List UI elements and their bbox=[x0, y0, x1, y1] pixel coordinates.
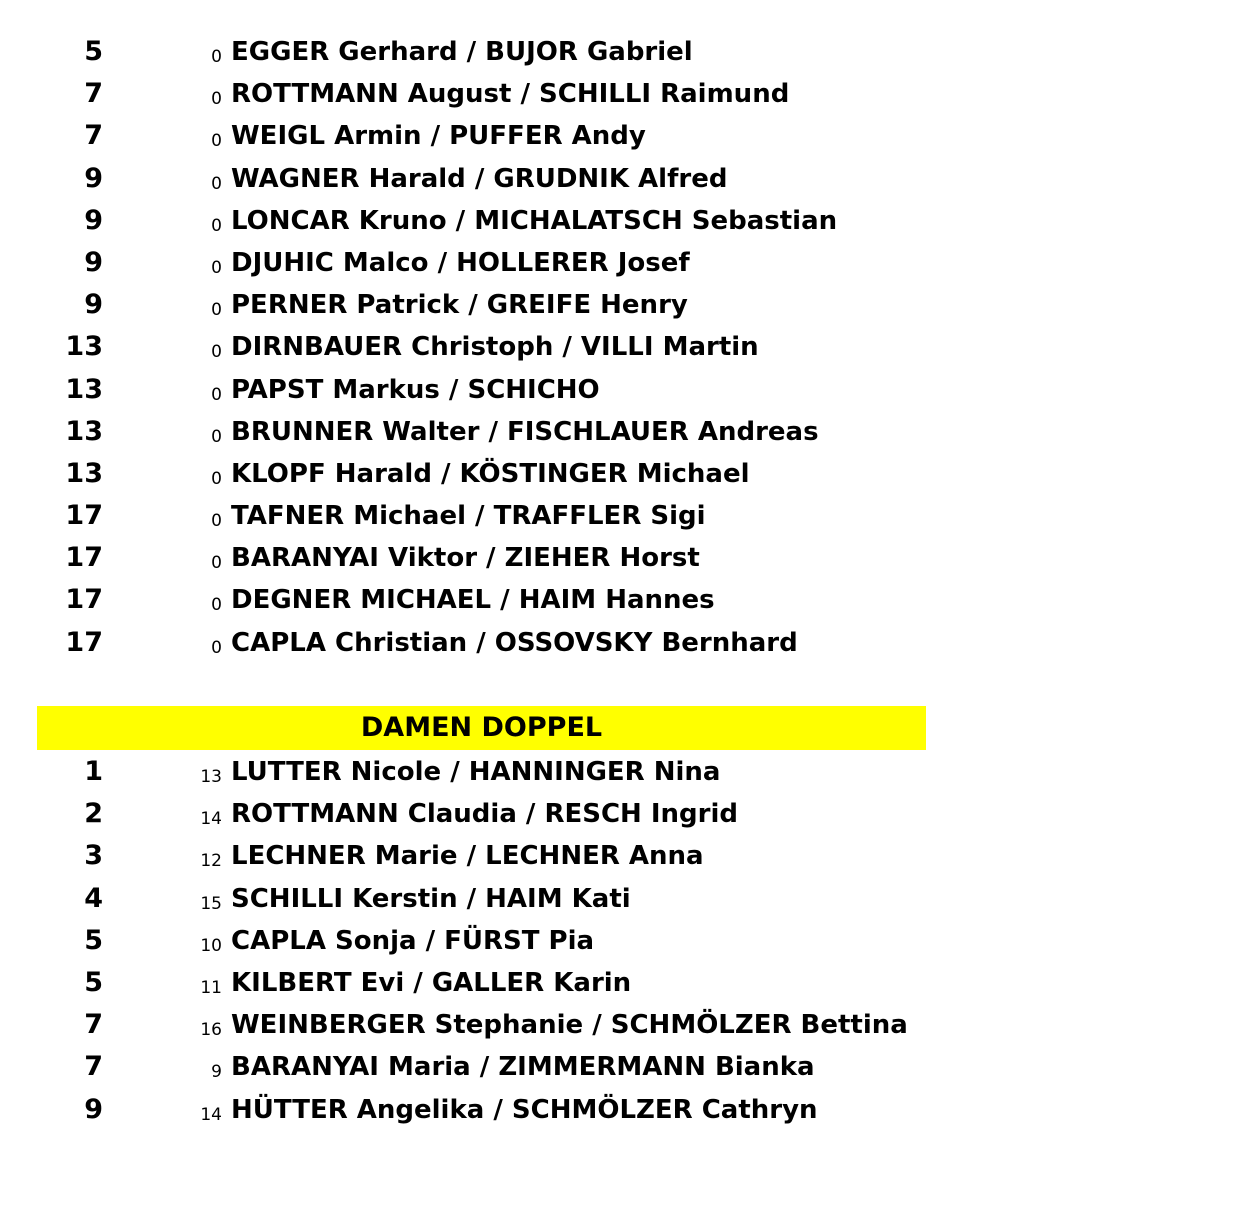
rank: 9 bbox=[84, 1093, 103, 1125]
result-row bbox=[0, 1046, 1239, 1088]
points: 0 bbox=[211, 300, 222, 321]
points: 0 bbox=[211, 384, 222, 405]
rank: 9 bbox=[84, 289, 103, 321]
player-pair: KILBERT Evi / GALLER Karin bbox=[231, 967, 632, 998]
player-pair: WEINBERGER Stephanie / SCHMÖLZER Bettina bbox=[231, 1010, 908, 1041]
player-pair: HÜTTER Angelika / SCHMÖLZER Cathryn bbox=[231, 1094, 818, 1125]
player-pair: WAGNER Harald / GRUDNIK Alfred bbox=[231, 163, 728, 194]
section-heading-label: DAMEN DOPPEL bbox=[360, 712, 603, 743]
points: 11 bbox=[200, 977, 222, 998]
points: 0 bbox=[211, 426, 222, 447]
result-row bbox=[0, 158, 1239, 200]
result-row bbox=[0, 1089, 1239, 1131]
rank: 3 bbox=[84, 840, 103, 872]
result-row bbox=[0, 242, 1239, 284]
points: 12 bbox=[200, 851, 222, 872]
result-row bbox=[0, 200, 1239, 242]
player-pair: LONCAR Kruno / MICHALATSCH Sebastian bbox=[231, 205, 838, 236]
player-pair: BRUNNER Walter / FISCHLAUER Andreas bbox=[231, 416, 819, 447]
points: 13 bbox=[200, 767, 222, 787]
rank: 17 bbox=[65, 500, 103, 532]
points: 0 bbox=[211, 215, 222, 236]
result-row bbox=[0, 326, 1239, 368]
rank: 5 bbox=[84, 966, 103, 998]
rank: 17 bbox=[65, 626, 103, 658]
points: 10 bbox=[200, 935, 222, 956]
rank: 17 bbox=[65, 584, 103, 616]
player-pair: BARANYAI Maria / ZIMMERMANN Bianka bbox=[231, 1052, 815, 1083]
result-row bbox=[0, 622, 1239, 664]
result-row bbox=[0, 1004, 1239, 1046]
result-row bbox=[0, 835, 1239, 877]
player-pair: DJUHIC Malco / HOLLERER Josef bbox=[231, 247, 690, 278]
result-row bbox=[0, 284, 1239, 326]
result-row bbox=[0, 579, 1239, 621]
player-pair: DIRNBAUER Christoph / VILLI Martin bbox=[231, 332, 759, 363]
player-pair: ROTTMANN Claudia / RESCH Ingrid bbox=[231, 799, 739, 830]
points: 9 bbox=[211, 1062, 222, 1083]
rank: 13 bbox=[65, 331, 103, 363]
points: 0 bbox=[211, 511, 222, 532]
player-pair: CAPLA Sonja / FÜRST Pia bbox=[231, 925, 595, 956]
points: 16 bbox=[200, 1020, 222, 1041]
rank: 9 bbox=[84, 246, 103, 278]
player-pair: CAPLA Christian / OSSOVSKY Bernhard bbox=[231, 627, 798, 658]
rank: 1 bbox=[84, 756, 103, 787]
rank: 13 bbox=[65, 457, 103, 489]
points: 15 bbox=[200, 893, 222, 914]
points: 0 bbox=[211, 89, 222, 110]
player-pair: WEIGL Armin / PUFFER Andy bbox=[231, 121, 646, 152]
player-pair: PERNER Patrick / GREIFE Henry bbox=[231, 290, 688, 321]
points: 0 bbox=[211, 47, 222, 67]
result-row bbox=[0, 793, 1239, 835]
player-pair: BARANYAI Viktor / ZIEHER Horst bbox=[231, 543, 700, 574]
points: 0 bbox=[211, 468, 222, 489]
player-pair: EGGER Gerhard / BUJOR Gabriel bbox=[231, 37, 693, 67]
player-pair: TAFNER Michael / TRAFFLER Sigi bbox=[231, 501, 706, 532]
player-pair: PAPST Markus / SCHICHO bbox=[231, 374, 600, 405]
player-pair: DEGNER MICHAEL / HAIM Hannes bbox=[231, 585, 715, 616]
result-row bbox=[0, 453, 1239, 495]
result-row bbox=[0, 73, 1239, 115]
rank: 9 bbox=[84, 204, 103, 236]
rank: 7 bbox=[84, 78, 103, 110]
rank: 2 bbox=[84, 798, 103, 830]
rank: 13 bbox=[65, 415, 103, 447]
rank: 7 bbox=[84, 120, 103, 152]
result-row bbox=[0, 962, 1239, 1004]
rank: 7 bbox=[84, 1051, 103, 1083]
result-row bbox=[0, 537, 1239, 579]
points: 0 bbox=[211, 131, 222, 152]
points: 0 bbox=[211, 342, 222, 363]
result-row bbox=[0, 115, 1239, 157]
points: 0 bbox=[211, 637, 222, 658]
points: 0 bbox=[211, 257, 222, 278]
rank: 4 bbox=[84, 882, 103, 914]
player-pair: LUTTER Nicole / HANNINGER Nina bbox=[231, 757, 721, 787]
result-row bbox=[0, 751, 1239, 793]
player-pair: KLOPF Harald / KÖSTINGER Michael bbox=[231, 458, 750, 489]
player-pair: ROTTMANN August / SCHILLI Raimund bbox=[231, 79, 790, 110]
result-row bbox=[0, 369, 1239, 411]
result-row bbox=[0, 31, 1239, 73]
result-row bbox=[0, 920, 1239, 962]
section-heading-damen-doppel bbox=[37, 706, 926, 750]
points: 14 bbox=[200, 809, 222, 830]
rank: 17 bbox=[65, 542, 103, 574]
result-row bbox=[0, 495, 1239, 537]
result-row bbox=[0, 878, 1239, 920]
rank: 13 bbox=[65, 373, 103, 405]
rank: 5 bbox=[84, 924, 103, 956]
rank: 7 bbox=[84, 1009, 103, 1041]
points: 0 bbox=[211, 553, 222, 574]
rank: 9 bbox=[84, 162, 103, 194]
result-row bbox=[0, 411, 1239, 453]
points: 0 bbox=[211, 595, 222, 616]
damen-results-list bbox=[0, 751, 1239, 1131]
points: 14 bbox=[200, 1104, 222, 1125]
player-pair: SCHILLI Kerstin / HAIM Kati bbox=[231, 883, 631, 914]
rank: 5 bbox=[84, 36, 103, 67]
herren-results-list bbox=[0, 31, 1239, 664]
points: 0 bbox=[211, 173, 222, 194]
player-pair: LECHNER Marie / LECHNER Anna bbox=[231, 841, 704, 872]
